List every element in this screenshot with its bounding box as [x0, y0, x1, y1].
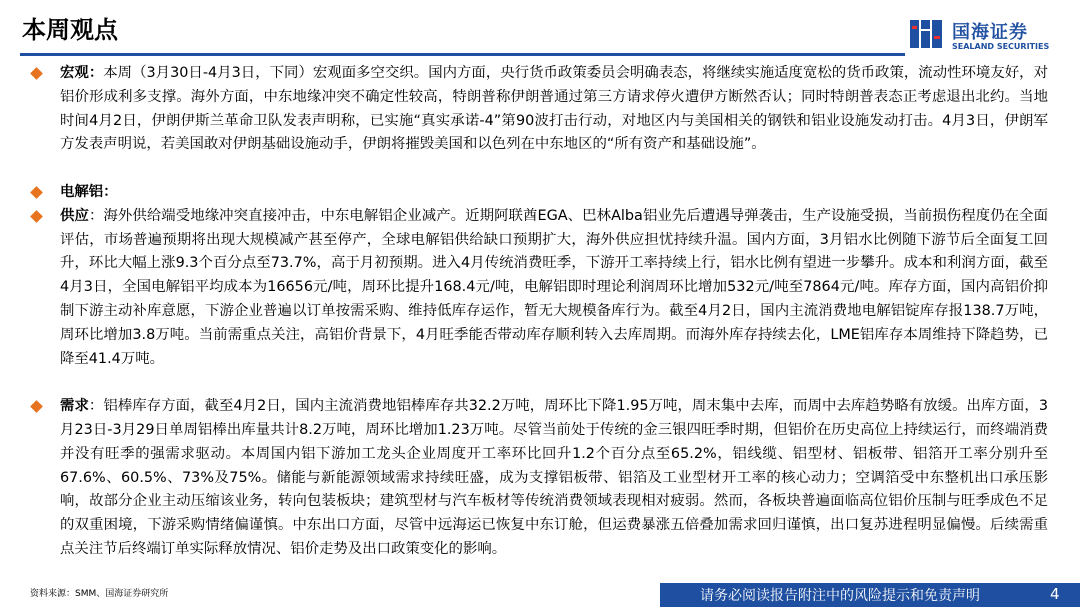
demand-section — [28, 395, 1048, 562]
disclaimer-note: 请务必阅读报告附注中的风险提示和免责声明 — [700, 588, 980, 604]
logo-chinese-name: 国海证券 — [952, 22, 1028, 43]
aluminum-heading — [28, 181, 1048, 205]
diamond-bullet-icon — [30, 186, 43, 199]
company-logo — [908, 16, 1068, 56]
supply-section — [28, 205, 1048, 372]
page-header — [0, 0, 1080, 58]
demand-text: ：铝棒库存方面，截至4月2日，国内主流消费地铝棒库存共32.2万吨，周环比下降1.95万吨，周末集中去库，而周中去库趋势略有放缓。出库方面，3月23日-3月29日单周铝棒出库量共计8.2万吨，周环比增加1.23万吨。尽管当前处于传统的金三银四旺季时期，但铝价在历史高位上持续运行，而终端消费并没有旺季的强需求驱动。本周国内铝下游加工龙头企业周度开工率环比回升1.2个百分点至65.2%，铝线缆、铝型材、铝板带、铝箔开工率分别升至67.6%、60.5%、73%及75%。储能与新能源领域需求持续旺盛，成为支撑铝板带、铝箔及工业型材开工率的核心动力；空调箔受中东整机出口承压影响，故部分企业主动压缩该业务，转向包装板块；建筑型材与汽车板材等传统消费领域表现相对疲弱。然而，各板块普遍面临高位铝价压制与旺季成色不足的双重困境，下游采购情绪偏谨慎。中东出口方面，尽管中远海运已恢复中东订舱，但运费暴涨五倍叠加需求回归谨慎，出口复苏进程明显偏慢。后续需重点关注节后终端订单实际释放情况、铝价走势及出口政策变化的影响。 — [60, 398, 1048, 557]
main-content — [28, 62, 1048, 562]
demand-label: 需求 — [60, 398, 89, 415]
diamond-bullet-icon — [30, 400, 43, 413]
sealand-logo-icon — [908, 16, 944, 52]
macro-label: 宏观： — [60, 65, 104, 81]
page-number: 4 — [1050, 585, 1060, 603]
page-title: 本周观点 — [22, 16, 118, 44]
aluminum-label: 电解铝： — [60, 183, 118, 200]
logo-english-name: SEALAND SECURITIES — [952, 42, 1050, 51]
diamond-bullet-icon — [30, 67, 43, 80]
diamond-bullet-icon — [30, 210, 43, 223]
supply-text: ：海外供给端受地缘冲突直接冲击，中东电解铝企业减产。近期阿联酋EGA、巴林Alba铝业先后遭遇导弹袭击，生产设施受损，当前损伤程度仍在全面评估，市场普遍预期将出现大规模减产甚至停产，全球电解铝供给缺口预期扩大，海外供应担忧持续升温。国内方面，3月铝水比例随下游节后全面复工回升，环比大幅上涨9.3个百分点至73.7%，高于月初预期。进入4月传统消费旺季，下游开工率持续上行，铝水比例有望进一步攀升。成本和利润方面，截至4月3日，全国电解铝平均成本为16656元/吨，周环比提升168.4元/吨，电解铝即时理论利润周环比增加532元/吨至7864元/吨。库存方面，国内高铝价抑制下游主动补库意愿，下游企业普遍以订单按需采购、维持低库存运作，暂无大规模备库行为。截至4月2日，国内主流消费地电解铝锭库存报138.7万吨，周环比增加3.8万吨。当前需重点关注，高铝价背景下，4月旺季能否带动库存顺利转入去库周期。而海外库存持续去化，LME铝库存本周维持下降趋势，已降至41.4万吨。 — [60, 207, 1048, 367]
supply-label: 供应 — [60, 207, 89, 224]
source-note: 资料来源：SMM、国海证券研究所 — [30, 589, 169, 599]
header-divider — [20, 53, 905, 56]
macro-text: 本周（3月30日-4月3日，下同）宏观面多空交织。国内方面，央行货币政策委员会明确表态，将继续实施适度宽松的货币政策，流动性环境友好，对铝价形成利多支撑。海外方面，中东地缘冲突不确定性较高，特朗普称伊朗普通过第三方请求停火遭伊方断然否认；同时特朗普表态正考虑退出北约。当地时间4月2日，伊朗伊斯兰革命卫队发表声明称，已实施“真实承诺-4”第90波打击行动，对地区内与美国相关的钢铁和铝业设施发动打击。4月3日，伊朗军方发表声明说，若美国敢对伊朗基础设施动手，伊朗将摧毁美国和以色列在中东地区的“所有资产和基础设施”。 — [60, 65, 1048, 153]
macro-section — [28, 62, 1048, 157]
footer-bar — [0, 583, 1080, 607]
